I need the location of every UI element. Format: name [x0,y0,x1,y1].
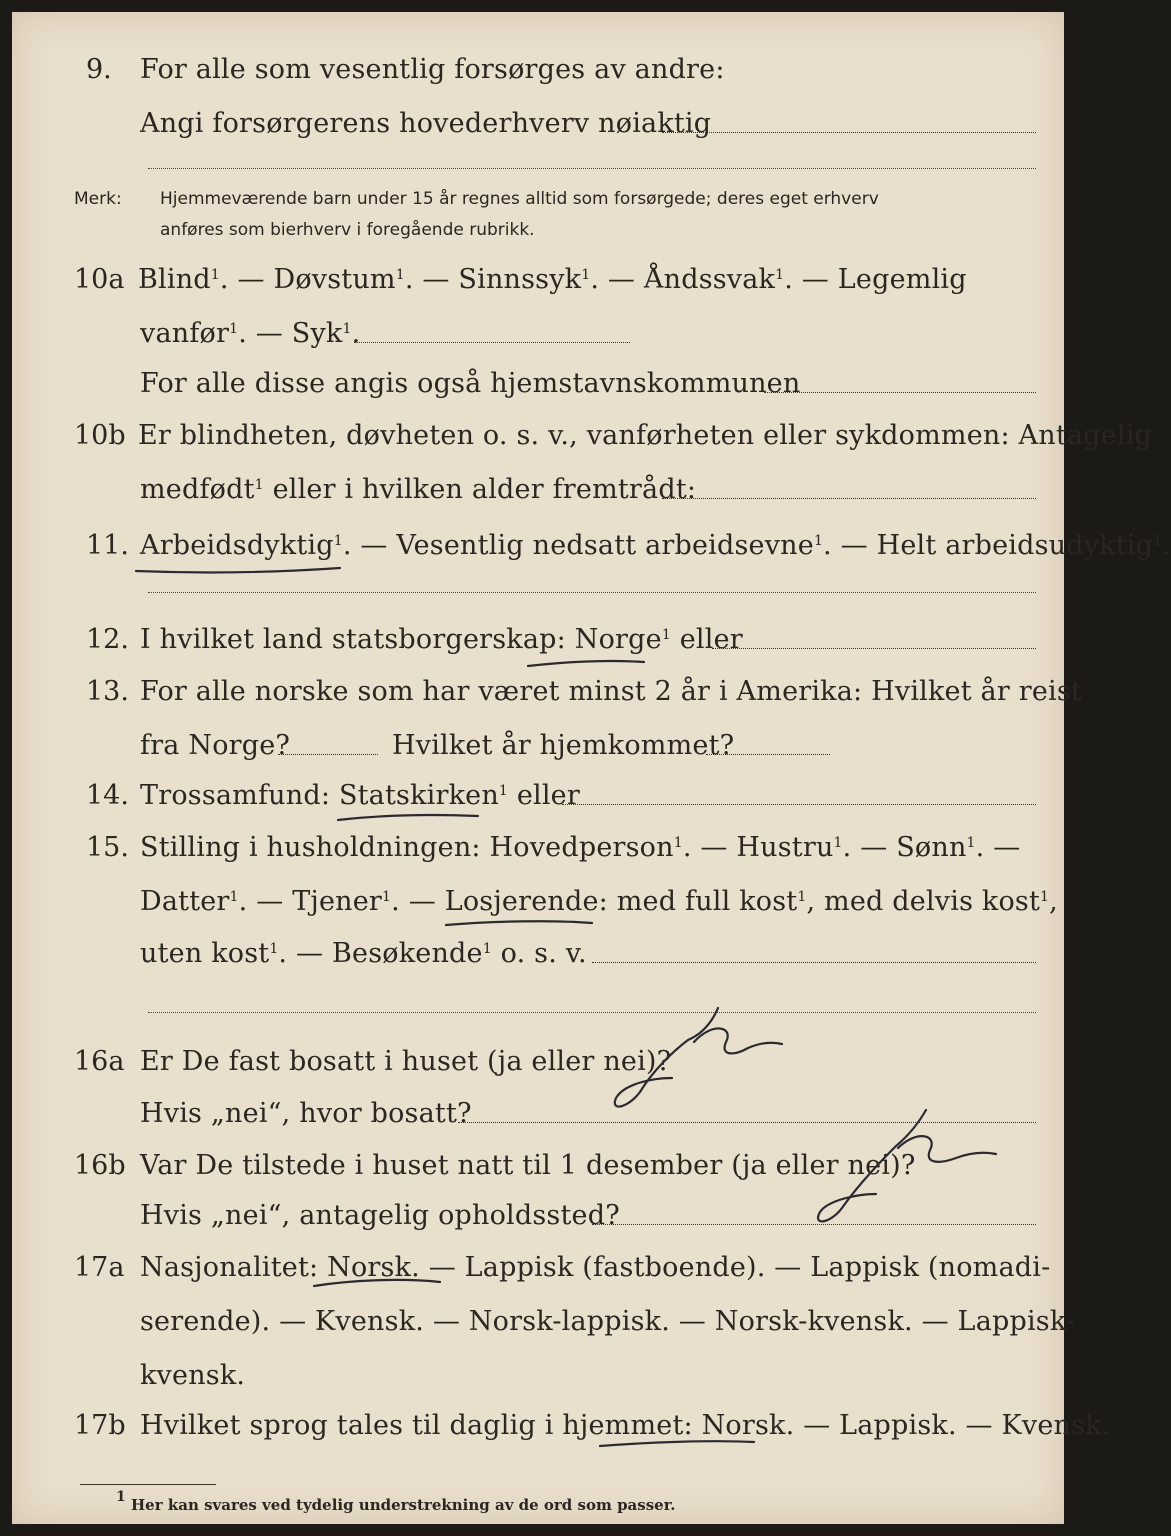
q12-text: I hvilket land statsborgerskap: Norge$^1$ eller [140,624,743,655]
q10a-text-2: vanfør$^1$. — Syk$^1$. [140,318,361,349]
underline-losjerende [446,921,592,925]
underline-norsk [314,1280,440,1286]
underline-arbeidsdyktig [136,568,340,572]
underline-statskirken [338,815,478,820]
note-label: Merk: [74,189,122,209]
q17b-text: Hvilket sprog tales til daglig i hjemmet: Norsk. — Lappisk. — Kvensk. [140,1410,1111,1441]
q9-text: For alle som vesentlig forsørges av andre: [140,54,725,85]
q16a-hvis: Hvis „nei“, hvor bosatt? [140,1098,472,1129]
item-number-14: 14. [86,780,129,811]
note-line-2: anføres som bierhverv i foregående rubrikk. [160,220,535,240]
q17a-text-2: serende). — Kvensk. — Norsk-lappisk. — Norsk-kvensk. — Lappisk- [140,1306,1076,1337]
handwritten-ja-16a-tail [694,1028,782,1053]
handwritten-ja-16b-tail [898,1136,996,1162]
item-number-17a: 17a [74,1252,125,1283]
q11-text: Arbeidsdyktig$^1$. — Vesentlig nedsatt arbeidsevne$^1$. — Helt arbeidsudyktig$^1$. [140,530,1171,561]
item-number-10a: 10a [74,264,125,295]
q17a-text-1: Nasjonalitet: Norsk. — Lappisk (fastboende). — Lappisk (nomadi- [140,1252,1051,1283]
item-number-10b: 10b [74,420,126,451]
q16a-text: Er De fast bosatt i huset (ja eller nei)? [140,1046,672,1077]
handwritten-ja-16a [615,1008,718,1107]
item-number-17b: 17b [74,1410,126,1441]
q10b-text: Er blindheten, døvheten o. s. v., vanførheten eller sykdommen: Antagelig [138,420,1152,451]
footnote: $^1$ Her kan svares ved tydelig understrekning av de ord som passer. [116,1489,676,1514]
q10b-text-2: medfødt$^1$ eller i hvilken alder fremtrådt: [140,474,697,505]
item-number-12: 12. [86,624,129,655]
q15-text-3: uten kost$^1$. — Besøkende$^1$ o. s. v. [140,938,587,969]
handwriting-layer [12,12,1064,1524]
q16b-text: Var De tilstede i huset natt til 1 desember (ja eller nei)? [140,1150,916,1181]
census-form-page [12,12,1171,1524]
q17a-text-3: kvensk. [140,1360,246,1391]
handwritten-ja-16b [818,1110,926,1221]
q13-text: For alle norske som har været minst 2 år i Amerika: Hvilket år reist [140,676,1082,707]
q15-text-1: Stilling i husholdningen: Hovedperson$^1$. — Hustru$^1$. — Sønn$^1$. — [140,832,1021,863]
note-line-1: Hjemmeværende barn under 15 år regnes alltid som forsørgede; deres eget erhverv [160,189,879,209]
underline-norge [528,661,644,666]
item-number-16b: 16b [74,1150,126,1181]
q10a-hjemstavn: For alle disse angis også hjemstavnskommunen [140,368,801,399]
q16b-hvis: Hvis „nei“, antagelig opholdssted? [140,1200,620,1231]
q10a-text: Blind$^1$. — Døvstum$^1$. — Sinnssyk$^1$. — Åndssvak$^1$. — Legemlig [138,264,967,295]
q15-text-2: Datter$^1$. — Tjener$^1$. — Losjerende: med full kost$^1$, med delvis kost$^1$, [140,886,1058,917]
item-number-13: 13. [86,676,129,707]
q9-sub-text: Angi forsørgerens hovederhverv nøiaktig [140,108,712,139]
item-number-9: 9. [86,54,112,85]
item-number-15: 15. [86,832,129,863]
underline-norsk-17b [600,1441,754,1446]
q13-reist: fra Norge? [140,730,291,761]
item-number-16a: 16a [74,1046,125,1077]
q14-text: Trossamfund: Statskirken$^1$ eller [140,780,580,811]
q13-hjemkommet: Hvilket år hjemkommet? [392,730,735,761]
item-number-11: 11. [86,530,129,561]
